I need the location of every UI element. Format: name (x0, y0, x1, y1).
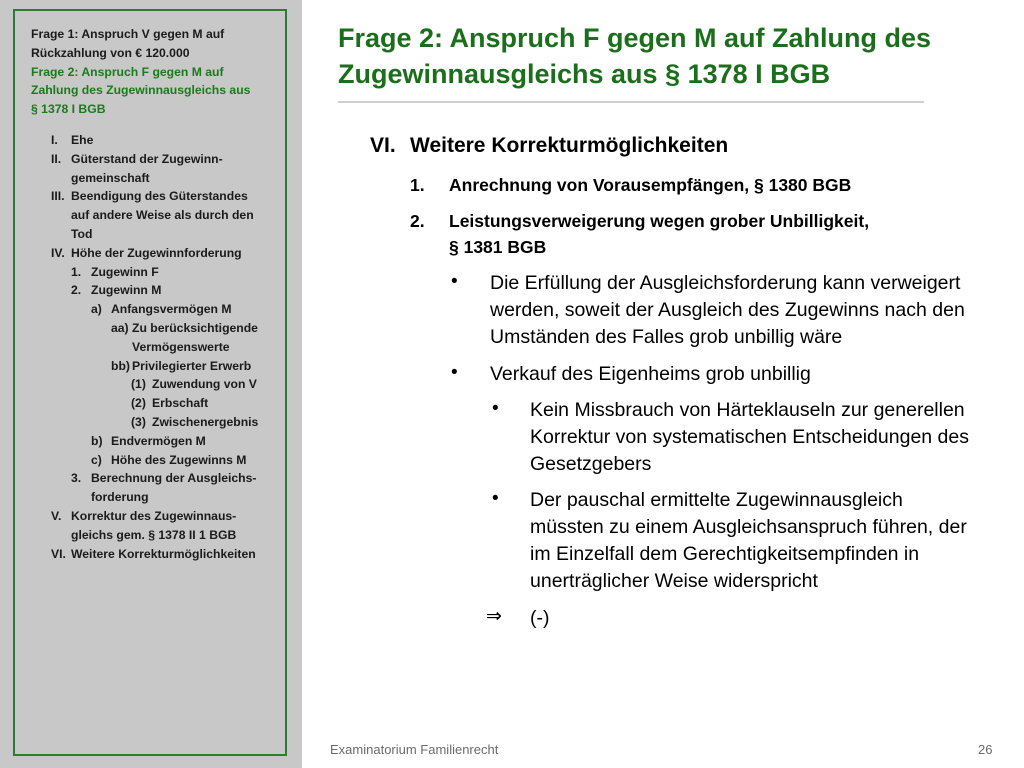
toc-number: 3. (71, 471, 82, 486)
toc-item (31, 413, 285, 432)
toc-number: (2) (131, 396, 146, 411)
toc-item (31, 526, 285, 545)
toc-number: c) (91, 452, 102, 467)
sidebar (0, 0, 302, 768)
toc-label: Güterstand der Zugewinn- (71, 151, 223, 166)
item-number: 2. (410, 211, 425, 231)
item-heading: Leistungsverweigerung wegen grober Unbilligkeit, (449, 211, 870, 231)
page-number: 26 (978, 742, 993, 757)
bullet-line: Umständen des Falles grob unbillig wäre (490, 326, 843, 348)
bullet-line: werden, soweit der Ausgleich des Zugewinns nach den (490, 299, 965, 321)
toc-number: 2. (71, 283, 82, 298)
toc-number: IV. (51, 245, 65, 260)
bullet-line: im Einzelfall dem Gerechtigkeitsempfinden in (530, 543, 920, 565)
section-number: VI. (370, 134, 396, 157)
toc-item (31, 357, 285, 376)
toc-number: VI. (51, 546, 66, 561)
toc-label: Höhe des Zugewinns M (111, 452, 247, 467)
toc-item (31, 338, 285, 357)
item-number: 1. (410, 175, 425, 195)
toc-label: gemeinschaft (71, 170, 150, 185)
toc-item (31, 206, 285, 225)
toc-item (31, 131, 285, 150)
toc-label: Berechnung der Ausgleichs- (91, 471, 257, 486)
sidebar-header-line: Frage 1: Anspruch V gegen M auf (31, 27, 225, 41)
conclusion-text (530, 605, 549, 632)
toc-label: Korrektur des Zugewinnaus- (71, 508, 237, 523)
bullet-marker: • (492, 488, 499, 509)
toc-number (111, 338, 132, 357)
toc-label: Beendigung des Güterstandes (71, 189, 248, 204)
toc-number: (1) (131, 377, 146, 392)
bullet-line: Gesetzgebers (530, 453, 652, 475)
toc-label: Vermögenswerte (132, 339, 230, 354)
toc-label: Höhe der Zugewinnforderung (71, 245, 242, 260)
toc-number: 1. (71, 264, 82, 279)
toc-number: b) (91, 433, 103, 448)
toc-item (31, 451, 285, 470)
bullet-text (530, 397, 969, 478)
sidebar-outline (13, 9, 287, 756)
toc-label: forderung (91, 490, 149, 505)
bullet-text (490, 270, 965, 351)
toc-item (31, 244, 285, 263)
toc-label: Anfangsvermögen M (111, 302, 232, 317)
bullet-line: Der pauschal ermittelte Zugewinnausgleich (530, 489, 903, 511)
bullet-text (490, 361, 811, 388)
toc-label: Erbschaft (152, 396, 209, 411)
toc-label: Ehe (71, 132, 94, 147)
toc-item (31, 150, 285, 169)
toc-item (31, 300, 285, 319)
toc-number: I. (51, 132, 58, 147)
toc-label: Zu berücksichtigende (132, 320, 258, 335)
toc-number (51, 526, 71, 545)
implies-arrow-icon: ⇒ (486, 606, 502, 627)
bullet-line: Verkauf des Eigenheims grob unbillig (490, 363, 811, 385)
toc-number (51, 206, 71, 225)
toc-label: gleichs gem. § 1378 II 1 BGB (71, 527, 237, 542)
toc-item (31, 281, 285, 300)
toc-label: Endvermögen M (111, 433, 206, 448)
toc-number: V. (51, 508, 62, 523)
sidebar-header-line-active: Frage 2: Anspruch F gegen M auf (31, 64, 224, 79)
bullet-marker: • (451, 362, 458, 383)
toc-item (31, 375, 285, 394)
toc-label: Zugewinn M (91, 283, 162, 298)
toc-label: Zuwendung von V (152, 377, 257, 392)
toc-item (31, 263, 285, 282)
toc-number: III. (51, 189, 65, 204)
toc-number: II. (51, 151, 62, 166)
slide-title-line: Zugewinnausgleichs aus § 1378 I BGB (338, 59, 831, 89)
item-heading: Anrechnung von Vorausempfängen, § 1380 BGB (449, 175, 852, 195)
toc-label: Zwischenergebnis (152, 414, 259, 429)
footer-label: Examinatorium Familienrecht (330, 742, 499, 757)
toc-number: a) (91, 302, 102, 317)
toc-label: Weitere Korrekturmöglichkeiten (71, 546, 256, 561)
title-divider (338, 101, 924, 103)
bullet-marker: • (492, 398, 499, 419)
bullet-line: unerträglicher Weise widerspricht (530, 570, 818, 592)
item-heading-continued: § 1381 BGB (449, 237, 547, 257)
toc-number (51, 169, 71, 188)
sidebar-header-line: Rückzahlung von € 120.000 (31, 45, 190, 60)
toc-number (71, 488, 91, 507)
bullet-line: Korrektur von systematischen Entscheidungen des (530, 426, 969, 448)
toc-label: auf andere Weise als durch den (71, 208, 254, 223)
toc-item (31, 187, 285, 206)
slide-title (338, 20, 978, 92)
bullet-marker: • (451, 271, 458, 292)
bullet-line: Die Erfüllung der Ausgleichsforderung kann verweigert (490, 272, 961, 294)
toc-item (31, 394, 285, 413)
slide-title-line: Frage 2: Anspruch F gegen M auf Zahlung des (338, 23, 932, 53)
toc-label: Tod (71, 226, 93, 241)
bullet-line: (-) (530, 607, 550, 629)
bullet-text (530, 487, 967, 595)
toc-item (31, 469, 285, 488)
toc-item-current (31, 545, 285, 564)
bullet-line: Kein Missbrauch von Härteklauseln zur generellen (530, 399, 965, 421)
toc-item (31, 488, 285, 507)
sidebar-header-line-active: Zahlung des Zugewinnausgleichs aus (31, 83, 251, 98)
toc-number: aa) (111, 320, 129, 335)
toc-item (31, 507, 285, 526)
toc-number: (3) (131, 414, 146, 429)
toc-item (31, 225, 285, 244)
toc-number (51, 225, 71, 244)
toc-item (31, 319, 285, 338)
section-heading: Weitere Korrekturmöglichkeiten (410, 134, 729, 157)
toc-item (31, 432, 285, 451)
sidebar-header-line-active: § 1378 I BGB (31, 102, 106, 117)
toc-number: bb) (111, 358, 130, 373)
bullet-line: müssten zu einem Ausgleichsanspruch führen, der (530, 516, 967, 538)
toc-label: Zugewinn F (91, 264, 159, 279)
toc-label: Privilegierter Erwerb (132, 358, 252, 373)
toc-item (31, 169, 285, 188)
